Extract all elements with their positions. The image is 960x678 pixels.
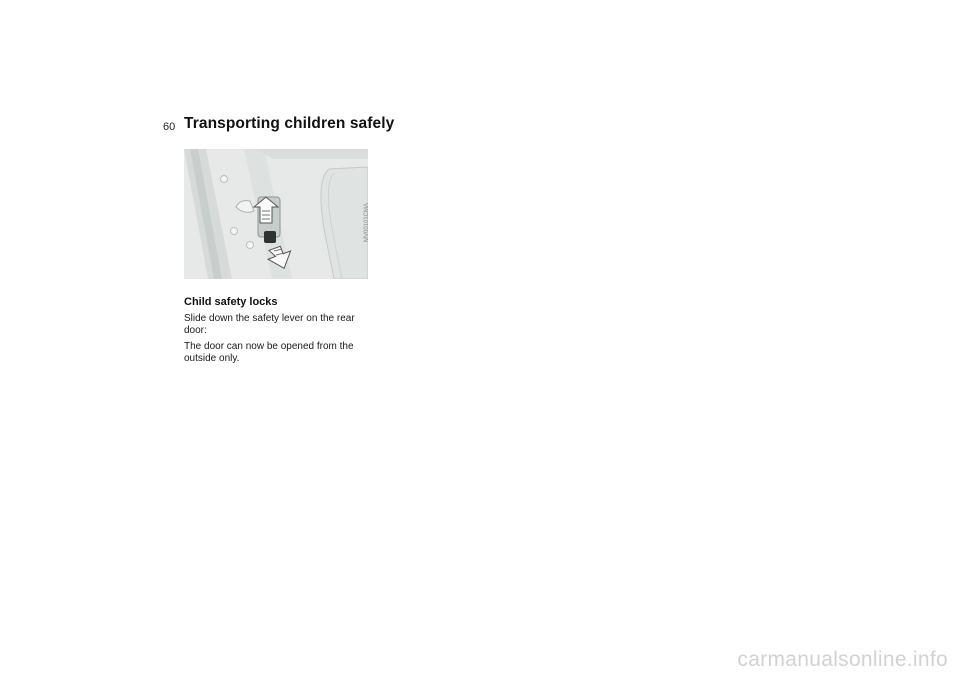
instruction-paragraph: Slide down the safety lever on the rear door:	[184, 313, 355, 336]
watermark: carmanualsonline.info	[737, 648, 948, 671]
page-title: Transporting children safely	[184, 115, 395, 132]
result-paragraph: The door can now be opened from the outside only.	[184, 341, 354, 364]
page-number: 60	[163, 121, 176, 133]
figure-code: MV00101CMA	[364, 202, 370, 242]
door-lock-svg	[184, 149, 368, 279]
door-illustration	[184, 149, 368, 279]
section-heading: Child safety locks	[184, 296, 278, 308]
